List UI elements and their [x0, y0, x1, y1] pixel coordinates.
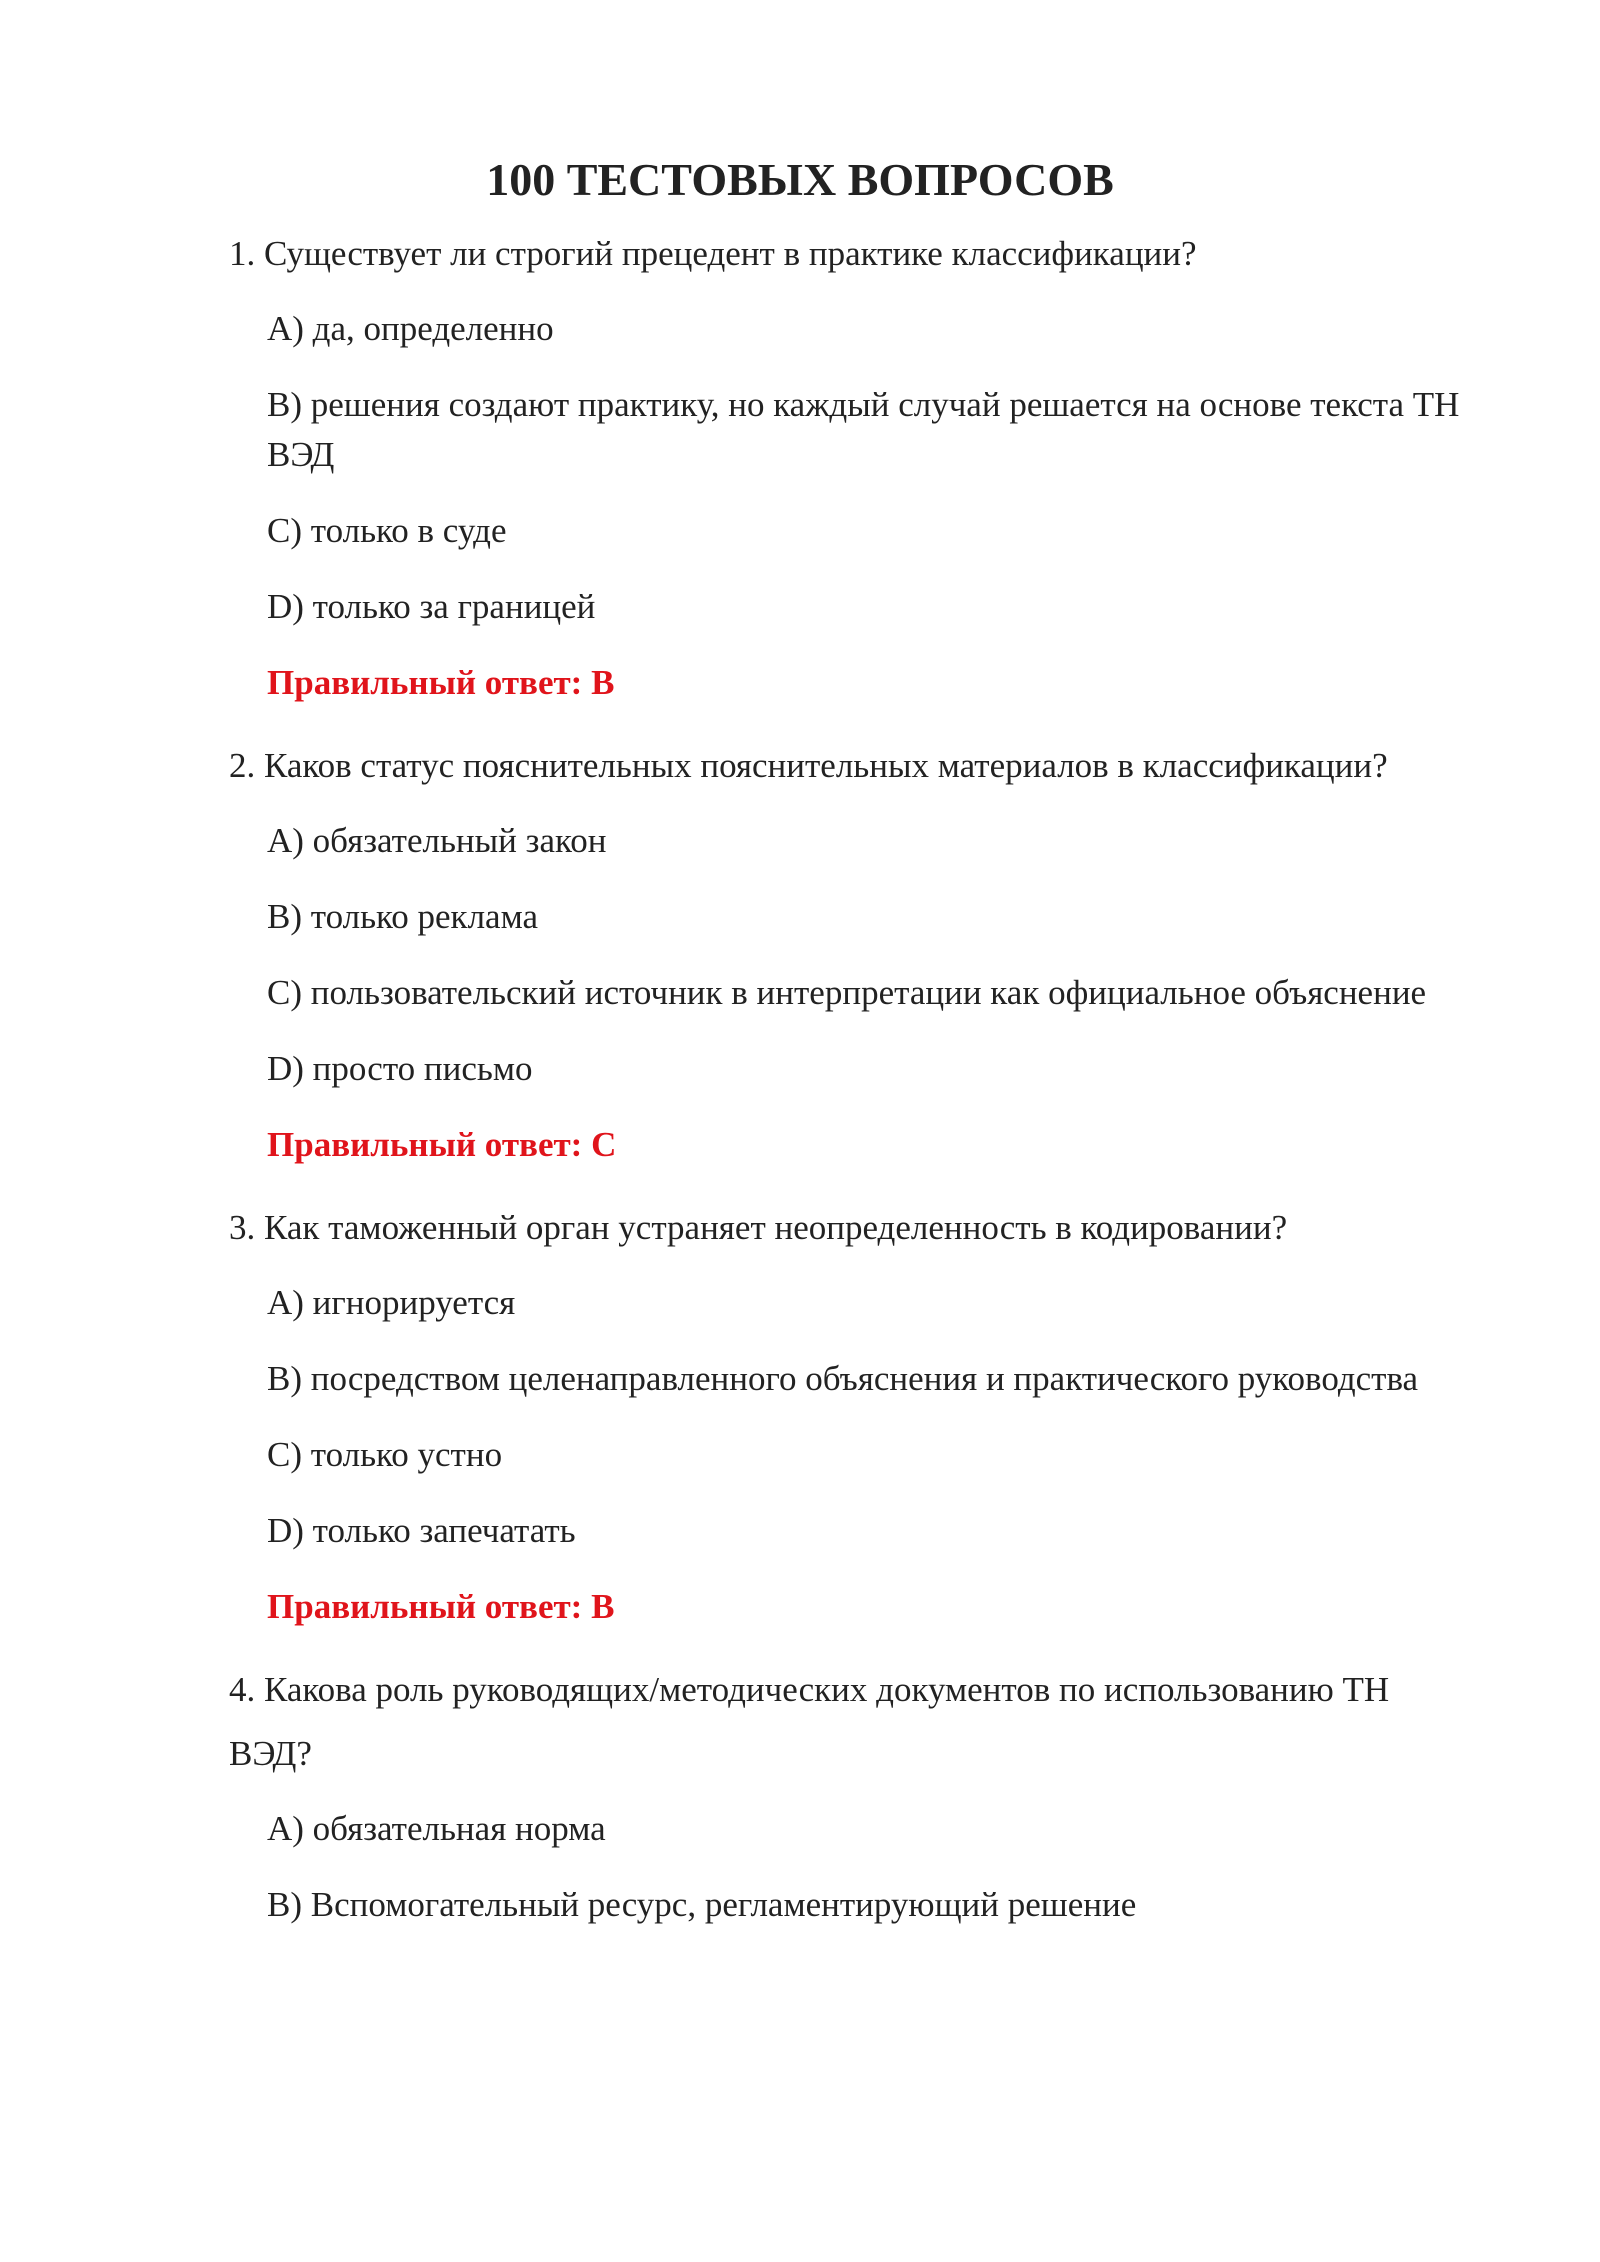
- option-d: D) только за границей: [267, 587, 596, 626]
- options-list: [229, 1804, 1480, 1930]
- options-list: [229, 1278, 1480, 1556]
- option-d: D) только запечатать: [267, 1511, 576, 1550]
- question-block: [229, 734, 1480, 1170]
- option-b: B) только реклама: [267, 897, 539, 936]
- option-d: D) просто письмо: [267, 1049, 533, 1088]
- option-c: C) только в суде: [267, 511, 507, 550]
- question-text: 1. Существует ли строгий прецедент в практике классификации?: [229, 234, 1197, 273]
- options-list: [229, 816, 1480, 1094]
- option-a: А) да, определенно: [267, 309, 554, 348]
- option-a: A) обязательный закон: [267, 821, 607, 860]
- question-block: [229, 1196, 1480, 1632]
- option-a: A) игнорируется: [267, 1283, 516, 1322]
- question-text: 3. Как таможенный орган устраняет неопределенность в кодировании?: [229, 1208, 1288, 1247]
- document-title: 100 ТЕСТОВЫХ ВОПРОСОВ: [486, 154, 1114, 205]
- options-list: [229, 304, 1480, 632]
- option-b: B) решения создают практику, но каждый случай решается на основе текста ТН ВЭД: [267, 385, 1460, 474]
- option-a: A) обязательная норма: [267, 1809, 606, 1848]
- option-b: B) Вспомогательный ресурс, регламентирующий решение: [267, 1885, 1137, 1924]
- correct-answer: Правильный ответ: B: [267, 663, 615, 702]
- question-block: [229, 222, 1480, 708]
- correct-answer: Правильный ответ: B: [267, 1587, 615, 1626]
- question-text: 4. Какова роль руководящих/методических документов по использованию ТН ВЭД?: [229, 1670, 1390, 1773]
- question-text: 2. Каков статус пояснительных пояснительных материалов в классификации?: [229, 746, 1388, 785]
- option-b: B) посредством целенаправленного объяснения и практического руководства: [267, 1359, 1419, 1398]
- question-block: [229, 1658, 1480, 1930]
- option-c: C) только устно: [267, 1435, 503, 1474]
- correct-answer: Правильный ответ: C: [267, 1125, 617, 1164]
- option-c: C) пользовательский источник в интерпретации как официальное объяснение: [267, 973, 1427, 1012]
